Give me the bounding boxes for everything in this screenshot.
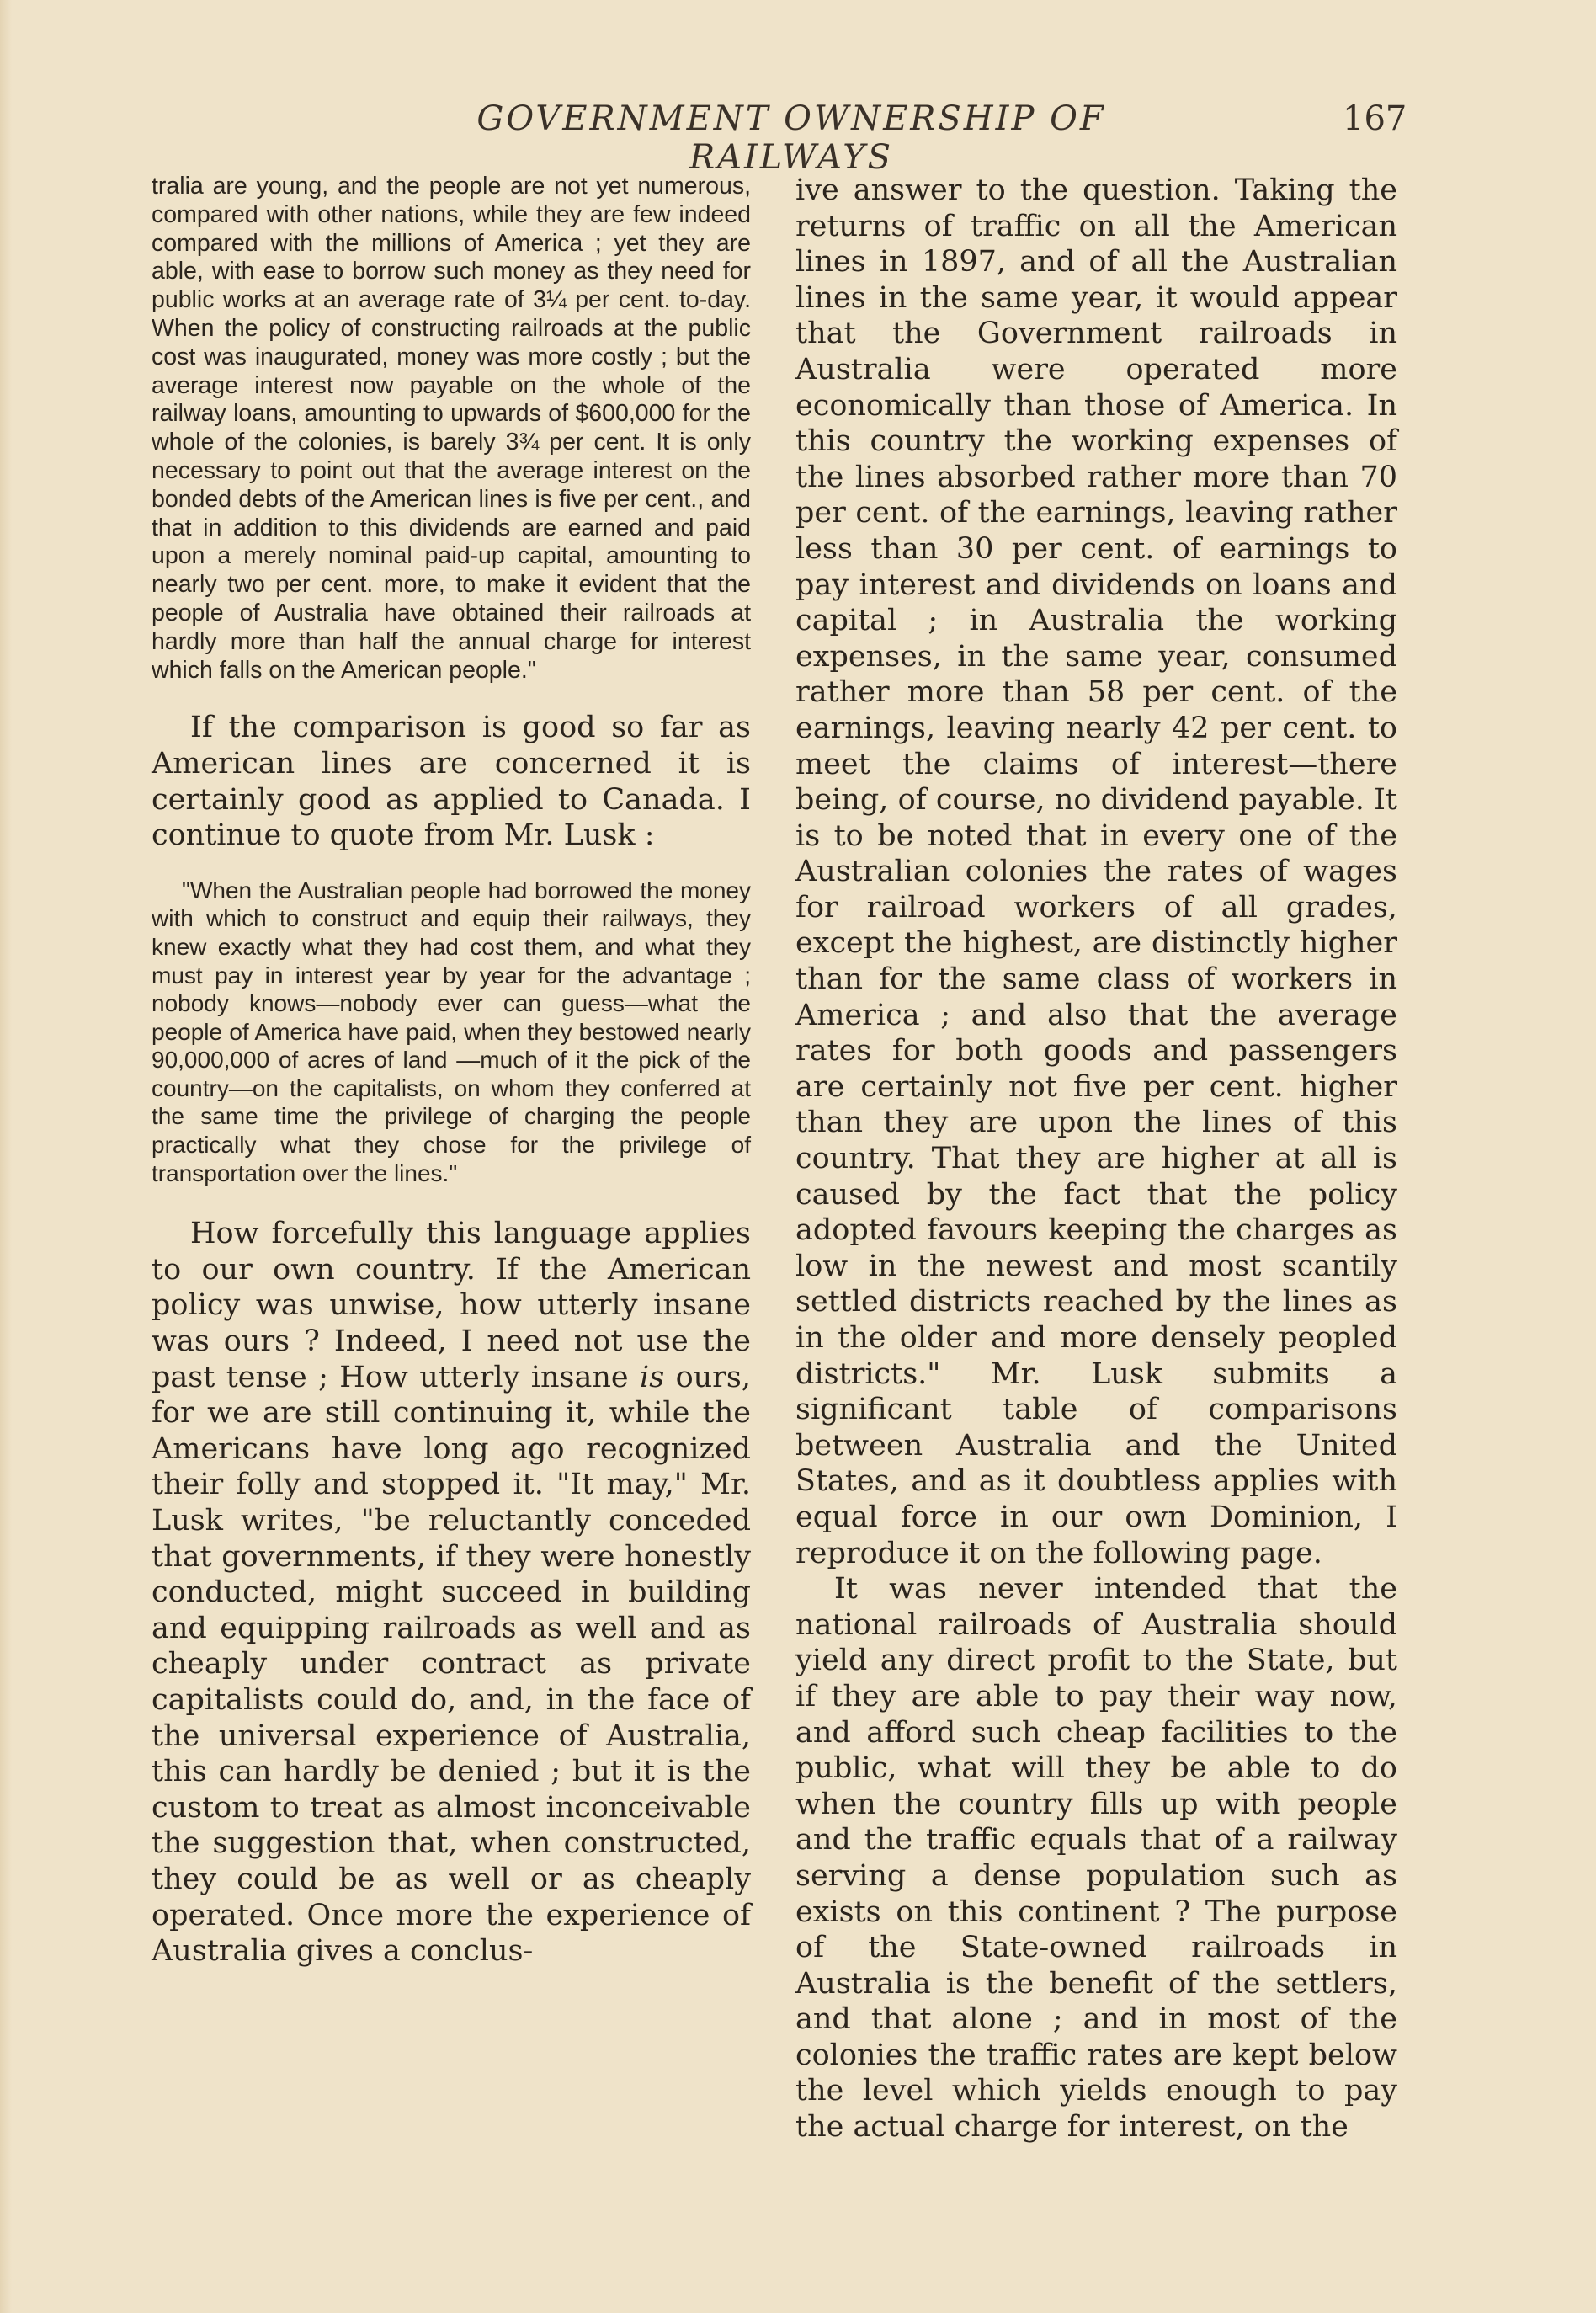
page-number: 167	[1343, 99, 1407, 138]
right-paragraph-1: ive answer to the question. Taking the returns of traffic on all the American lines in 1897, and of all the Australian lines in the same year, it would appear that the Government railroads in Australia were operated more economically than those of America. In this country the working expenses of the lines absorbed rather more than 70 per cent. of the earnings, leaving rather less than 30 per cent. of earnings to pay interest and dividends on loans and capital ; in Australia the working expenses, in the same year, consumed rather more than 58 per cent. of the earnings, leaving nearly 42 per cent. to meet the claims of interest—there being, of course, no dividend payable. It is to be noted that in every one of the Australian colonies the rates of wages for railroad workers of all grades, except the highest, are distinctly higher than for the same class of workers in America ; and also that the average rates for both goods and passengers are certainly not five per cent. higher than they are upon the lines of this country. That they are higher at all is caused by the fact that the policy adopted favours keeping the charges as low in the newest and most scantily settled districts reached by the lines as in the older and more densely peopled districts." Mr. Lusk submits a significant table of comparisons between Australia and the United States, and as it doubtless applies with equal force in our own Dominion, I reproduce it on the following page.	[795, 173, 1397, 1570]
left-paragraph-2	[152, 1216, 751, 1969]
paragraph-text: How forcefully this language applies to our own country. If the American policy was unwise, how utterly insane was ours ? Indeed, I need not use the past tense ; How utterly insane	[152, 1217, 751, 1394]
left-column	[152, 173, 751, 1969]
emphasis-word: is	[640, 1360, 665, 1394]
left-paragraph-1: If the comparison is good so far as American lines are concerned it is certainly good as applied to Canada. I continue to quote from Mr. Lusk :	[152, 711, 751, 853]
quote-continuation: tralia are young, and the people are not yet numerous, compared with other nations, while they are few indeed compared with the millions of America ; yet they are able, with ease to borrow such money as they need for public works at an average rate of 3¼ per cent. to-day. When the policy of constructing railroads at the public cost was inaugurated, money was more costly ; but the average interest now payable on the whole of the railway loans, amounting to upwards of $600,000 for the whole of the colonies, is barely 3¾ per cent. It is only necessary to point out that the average interest on the bonded debts of the American lines is five per cent., and that in addition to this dividends are earned and paid upon a merely nominal paid-up capital, amounting to nearly two per cent. more, to make it evident that the people of Australia have obtained their railroads at hardly more than half the annual charge for interest which falls on the American people."	[152, 173, 751, 684]
right-column	[795, 173, 1397, 2145]
block-quote: "When the Australian people had borrowed the money with which to construct and equip their railways, they knew exactly what they had cost them, and what they must pay in interest year by year for the advantage ; nobody knows—nobody ever can guess—what the people of America have paid, when they bestowed nearly 90,000,000 of acres of land —much of it the pick of the country—on the capitalists, on whom they conferred at the same time the privilege of charging the people practically what they chose for the privilege of transportation over the lines."	[152, 877, 751, 1186]
right-paragraph-2: It was never intended that the national railroads of Australia should yield any direct profit to the State, but if they are able to pay their way now, and afford such cheap facilities to the public, what will they be able to do when the country fills up with people and the traffic equals that of a railway serving a dense population such as exists on this continent ? The purpose of the State-owned railroads in Australia is the benefit of the settlers, and that alone ; and in most of the colonies the traffic rates are kept below the level which yields enough to pay the actual charge for interest, on the	[795, 1572, 1397, 2145]
page-edge-shadow	[0, 0, 12, 2313]
paragraph-text: ours, for we are still continuing it, while the Americans have long ago recognized their folly and stopped it. "It may," Mr. Lusk writes, "be reluctantly conceded that governments, if they were honestly conducted, might succeed in building and equipping railroads as well and as cheaply under contract as private capitalists could do, and, in the face of the universal experience of Australia, this can hardly be denied ; but it is the custom to treat as almost inconceivable the suggestion that, when constructed, they could be as well or as cheaply operated. Once more the experience of Australia gives a conclus-	[152, 1360, 751, 1969]
running-title: GOVERNMENT OWNERSHIP OF RAILWAYS	[476, 99, 1106, 177]
